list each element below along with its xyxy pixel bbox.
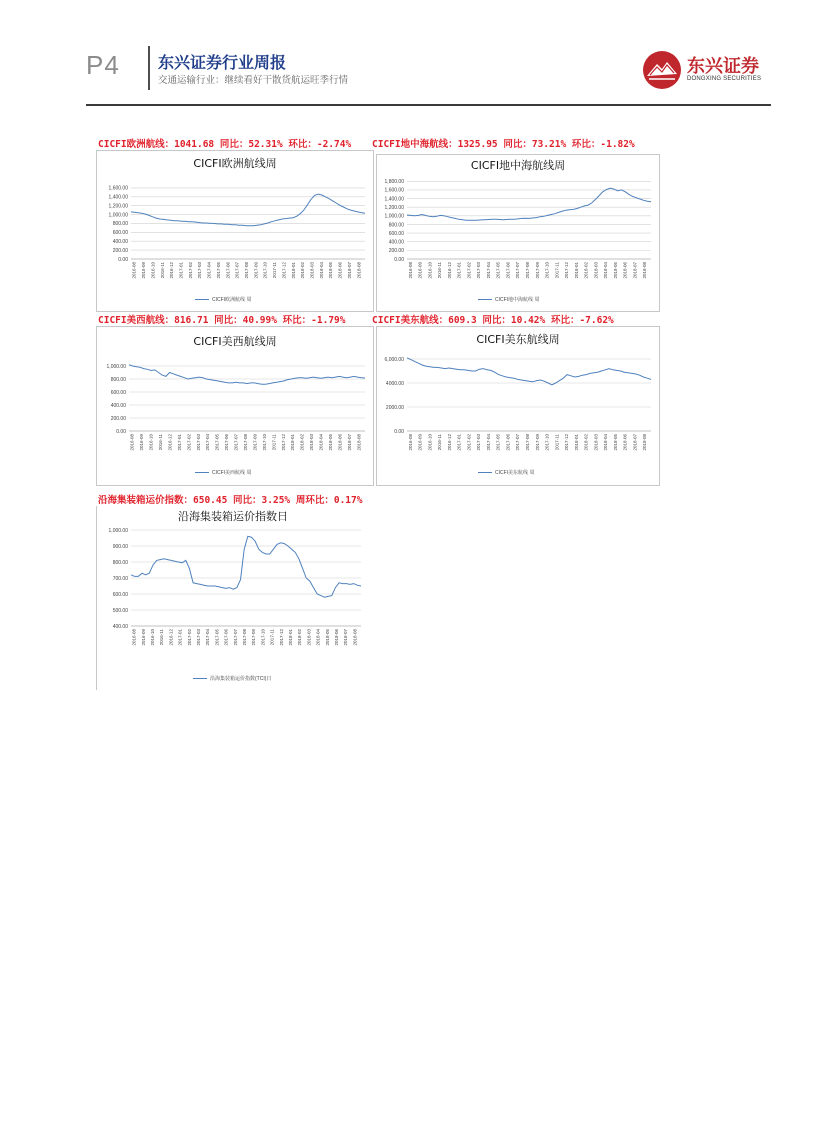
y-tick-label: 1,200.00	[384, 205, 404, 212]
x-tick-label: 2018-02	[583, 434, 589, 451]
series-line	[129, 365, 365, 385]
x-tick-label: 2018-08	[356, 262, 362, 279]
x-tick-label: 2018-03	[306, 629, 312, 646]
caption-europe: CICFI欧洲航线：1041.68 同比：52.31% 环比：-2.74%	[98, 139, 352, 150]
x-tick-label: 2018-08	[642, 262, 648, 279]
x-tick-label: 2016-09	[139, 434, 145, 451]
x-tick-label: 2017-01	[177, 629, 183, 646]
logo-subtext: DONGXING SECURITIES	[687, 76, 762, 82]
x-tick-label: 2017-10	[262, 262, 268, 279]
x-tick-label: 2018-03	[593, 434, 599, 451]
x-tick-label: 2017-06	[223, 629, 229, 646]
legend-label: 沿海集装箱运价指数(TCI)日	[210, 676, 272, 682]
chart-title: CICFI美西航线周	[193, 335, 277, 348]
y-tick-label: 1,400.00	[108, 194, 128, 201]
legend-label: CICFI欧洲航线 周	[212, 297, 252, 303]
x-tick-label: 2017-04	[485, 262, 491, 279]
y-tick-label: 800.00	[112, 221, 128, 228]
x-tick-label: 2017-12	[280, 434, 286, 451]
x-tick-label: 2018-01	[290, 434, 296, 451]
page-number: P4	[86, 50, 120, 80]
x-tick-label: 2018-02	[297, 629, 303, 646]
x-tick-label: 2016-09	[141, 262, 147, 279]
y-tick-label: 600.00	[388, 230, 404, 237]
legend-label: CICFI地中海航线 周	[495, 297, 540, 303]
x-tick-label: 2016-10	[427, 262, 433, 279]
x-tick-label: 2017-12	[564, 262, 570, 279]
x-tick-label: 2017-02	[186, 629, 192, 646]
x-tick-label: 2018-07	[346, 434, 352, 451]
x-tick-label: 2018-04	[603, 434, 609, 451]
x-tick-label: 2017-06	[225, 262, 231, 279]
x-tick-label: 2016-08	[131, 262, 137, 279]
x-tick-label: 2018-02	[300, 262, 306, 279]
x-tick-label: 2018-01	[573, 262, 579, 279]
x-tick-label: 2017-04	[485, 434, 491, 451]
x-tick-label: 2017-09	[534, 262, 540, 279]
x-tick-label: 2018-08	[352, 629, 358, 646]
x-tick-label: 2017-11	[554, 262, 560, 279]
x-tick-label: 2018-05	[328, 262, 334, 279]
x-tick-label: 2016-12	[446, 434, 452, 451]
x-tick-label: 2017-11	[269, 629, 275, 646]
chart-title: CICFI地中海航线周	[470, 159, 566, 172]
x-tick-label: 2018-06	[337, 434, 343, 451]
x-tick-label: 2018-03	[309, 434, 315, 451]
y-tick-label: 1,000.00	[108, 212, 128, 219]
x-tick-label: 2016-08	[129, 434, 135, 451]
y-tick-label: 1,000.00	[384, 213, 404, 220]
header-divider	[148, 46, 150, 90]
chart-panel-uswest	[96, 326, 374, 486]
chart-coastal	[97, 506, 369, 690]
y-tick-label: 400.00	[112, 623, 128, 630]
x-tick-label: 2018-05	[612, 262, 618, 279]
x-tick-label: 2017-01	[178, 262, 184, 279]
x-tick-label: 2017-11	[554, 434, 560, 451]
y-tick-label: 1,000.00	[106, 363, 126, 370]
x-tick-label: 2017-05	[215, 262, 221, 279]
series-line	[131, 194, 365, 226]
company-logo	[640, 48, 770, 92]
y-tick-label: 1,000.00	[108, 527, 128, 534]
x-tick-label: 2017-11	[272, 262, 278, 279]
x-tick-label: 2018-08	[642, 434, 648, 451]
x-tick-label: 2018-04	[318, 262, 324, 279]
x-tick-label: 2018-05	[612, 434, 618, 451]
x-tick-label: 2017-07	[234, 262, 240, 279]
x-tick-label: 2016-12	[168, 629, 174, 646]
x-tick-label: 2018-06	[622, 434, 628, 451]
x-tick-label: 2016-09	[417, 262, 423, 279]
x-tick-label: 2018-07	[632, 434, 638, 451]
x-tick-label: 2016-08	[131, 629, 137, 646]
x-tick-label: 2018-05	[324, 629, 330, 646]
y-tick-label: 1,800.00	[384, 179, 404, 186]
x-tick-label: 2016-11	[437, 434, 443, 451]
y-tick-label: 4000.00	[385, 380, 404, 387]
x-tick-label: 2017-03	[195, 434, 201, 451]
chart-title: CICFI美东航线周	[476, 333, 560, 346]
y-tick-label: 1,400.00	[384, 196, 404, 203]
y-tick-label: 200.00	[112, 247, 128, 254]
x-tick-label: 2017-03	[476, 262, 482, 279]
x-tick-label: 2018-06	[337, 262, 343, 279]
x-tick-label: 2018-01	[288, 629, 293, 646]
x-tick-label: 2017-08	[244, 262, 249, 279]
x-tick-label: 2016-09	[417, 434, 423, 451]
x-tick-label: 2017-02	[466, 434, 472, 451]
chart-med	[377, 155, 659, 311]
x-tick-label: 2018-06	[622, 262, 628, 279]
x-tick-label: 2017-11	[271, 434, 277, 451]
y-tick-label: 600.00	[110, 389, 126, 396]
chart-panel-coastal	[96, 506, 369, 690]
x-tick-label: 2018-03	[309, 262, 315, 279]
y-tick-label: 600.00	[112, 591, 128, 598]
y-tick-label: 700.00	[112, 575, 128, 582]
x-tick-label: 2016-09	[140, 629, 146, 646]
x-tick-label: 2018-02	[299, 434, 305, 451]
chart-europe	[97, 151, 373, 311]
x-tick-label: 2017-05	[495, 434, 501, 451]
report-header	[0, 0, 827, 110]
x-tick-label: 2016-11	[159, 629, 165, 646]
y-tick-label: 200.00	[110, 415, 126, 422]
report-title: 东兴证券行业周报	[158, 53, 287, 72]
x-tick-label: 2018-01	[573, 434, 579, 451]
x-tick-label: 2018-02	[583, 262, 589, 279]
series-line	[407, 358, 651, 385]
legend-label: CICFI美东航线 周	[495, 470, 535, 476]
caption-uswest: CICFI美西航线：816.71 同比：40.99% 环比：-1.79%	[98, 315, 346, 326]
chart-title: 沿海集装箱运价指数日	[178, 510, 288, 523]
x-tick-label: 2017-02	[466, 262, 472, 279]
y-tick-label: 6,000.00	[384, 356, 404, 363]
x-tick-label: 2016-12	[446, 262, 452, 279]
y-tick-label: 2000.00	[385, 404, 404, 411]
x-tick-label: 2017-01	[176, 434, 182, 451]
y-tick-label: 500.00	[112, 607, 128, 614]
x-tick-label: 2016-11	[159, 262, 165, 279]
legend-label: CICFI美西航线 周	[212, 470, 252, 476]
y-tick-label: 400.00	[388, 239, 404, 246]
x-tick-label: 2017-01	[456, 262, 462, 279]
x-tick-label: 2017-01	[456, 434, 462, 451]
y-tick-label: 800.00	[112, 559, 128, 566]
y-tick-label: 400.00	[112, 239, 128, 246]
x-tick-label: 2017-06	[224, 434, 230, 451]
x-tick-label: 2016-08	[407, 434, 413, 451]
caption-coastal: 沿海集装箱运价指数：650.45 同比：3.25% 周环比：0.17%	[98, 495, 363, 506]
x-tick-label: 2017-02	[186, 434, 192, 451]
x-tick-label: 2016-12	[169, 262, 175, 279]
x-tick-label: 2016-10	[148, 434, 154, 451]
x-tick-label: 2018-04	[603, 262, 609, 279]
x-tick-label: 2017-08	[243, 434, 248, 451]
caption-med: CICFI地中海航线：1325.95 同比：73.21% 环比：-1.82%	[372, 139, 635, 150]
x-tick-label: 2018-03	[593, 262, 599, 279]
caption-useast: CICFI美东航线：609.3 同比：10.42% 环比：-7.62%	[372, 315, 614, 326]
x-tick-label: 2017-09	[253, 262, 259, 279]
y-tick-label: 800.00	[110, 376, 126, 383]
x-tick-label: 2017-05	[214, 629, 220, 646]
x-tick-label: 2016-11	[437, 262, 443, 279]
x-tick-label: 2017-10	[260, 629, 266, 646]
x-tick-label: 2016-10	[150, 629, 155, 646]
x-tick-label: 2018-07	[346, 262, 352, 279]
chart-title: CICFI欧洲航线周	[193, 157, 277, 170]
x-tick-label: 2017-08	[242, 629, 247, 646]
y-tick-label: 400.00	[110, 402, 126, 409]
chart-panel-med	[376, 154, 660, 312]
x-tick-label: 2016-12	[167, 434, 173, 451]
report-subtitle: 交通运输行业：继续看好干散货航运旺季行情	[158, 75, 349, 86]
x-tick-label: 2017-08	[525, 434, 530, 451]
x-tick-label: 2017-07	[515, 262, 521, 279]
y-tick-label: 900.00	[112, 543, 128, 550]
x-tick-label: 2017-10	[544, 262, 550, 279]
x-tick-label: 2017-10	[544, 434, 550, 451]
logo-mark-icon	[640, 48, 684, 92]
chart-uswest	[97, 327, 373, 485]
x-tick-label: 2016-08	[407, 262, 413, 279]
header-rule	[86, 104, 771, 106]
x-tick-label: 2017-07	[232, 629, 238, 646]
x-tick-label: 2017-09	[252, 434, 258, 451]
x-tick-label: 2017-06	[505, 434, 511, 451]
x-tick-label: 2017-10	[261, 434, 267, 451]
x-tick-label: 2017-03	[476, 434, 482, 451]
x-tick-label: 2018-05	[327, 434, 333, 451]
x-tick-label: 2017-02	[187, 262, 193, 279]
series-line	[407, 188, 651, 220]
y-tick-label: 600.00	[112, 230, 128, 237]
y-tick-label: 0.00	[118, 256, 128, 263]
x-tick-label: 2018-07	[632, 262, 638, 279]
series-line	[131, 536, 361, 597]
chart-panel-useast	[376, 326, 660, 486]
y-tick-label: 800.00	[388, 222, 404, 229]
x-tick-label: 2018-08	[356, 434, 362, 451]
x-tick-label: 2018-04	[315, 629, 321, 646]
y-tick-label: 0.00	[394, 428, 404, 435]
x-tick-label: 2017-09	[534, 434, 540, 451]
x-tick-label: 2018-01	[290, 262, 296, 279]
x-tick-label: 2017-12	[281, 262, 287, 279]
x-tick-label: 2017-07	[233, 434, 239, 451]
x-tick-label: 2017-04	[205, 434, 211, 451]
x-tick-label: 2017-05	[214, 434, 220, 451]
y-tick-label: 0.00	[394, 256, 404, 263]
x-tick-label: 2017-03	[197, 262, 203, 279]
x-tick-label: 2017-12	[278, 629, 284, 646]
y-tick-label: 200.00	[388, 248, 404, 255]
x-tick-label: 2017-07	[515, 434, 521, 451]
x-tick-label: 2017-06	[505, 262, 511, 279]
y-tick-label: 1,600.00	[108, 185, 128, 192]
x-tick-label: 2018-06	[334, 629, 339, 646]
x-tick-label: 2017-04	[206, 262, 212, 279]
x-tick-label: 2016-10	[150, 262, 156, 279]
x-tick-label: 2018-07	[343, 629, 349, 646]
y-tick-label: 0.00	[116, 428, 126, 435]
x-tick-label: 2017-03	[196, 629, 201, 646]
logo-text: 东兴证券	[687, 56, 759, 77]
y-tick-label: 1,600.00	[384, 187, 404, 194]
x-tick-label: 2017-08	[525, 262, 530, 279]
x-tick-label: 2018-04	[318, 434, 324, 451]
x-tick-label: 2016-10	[427, 434, 433, 451]
x-tick-label: 2017-05	[495, 262, 501, 279]
x-tick-label: 2017-04	[205, 629, 211, 646]
y-tick-label: 1,200.00	[108, 203, 128, 210]
x-tick-label: 2016-11	[158, 434, 164, 451]
x-tick-label: 2017-12	[564, 434, 570, 451]
chart-useast	[377, 327, 659, 485]
chart-panel-europe	[96, 150, 374, 312]
x-tick-label: 2017-09	[251, 629, 257, 646]
